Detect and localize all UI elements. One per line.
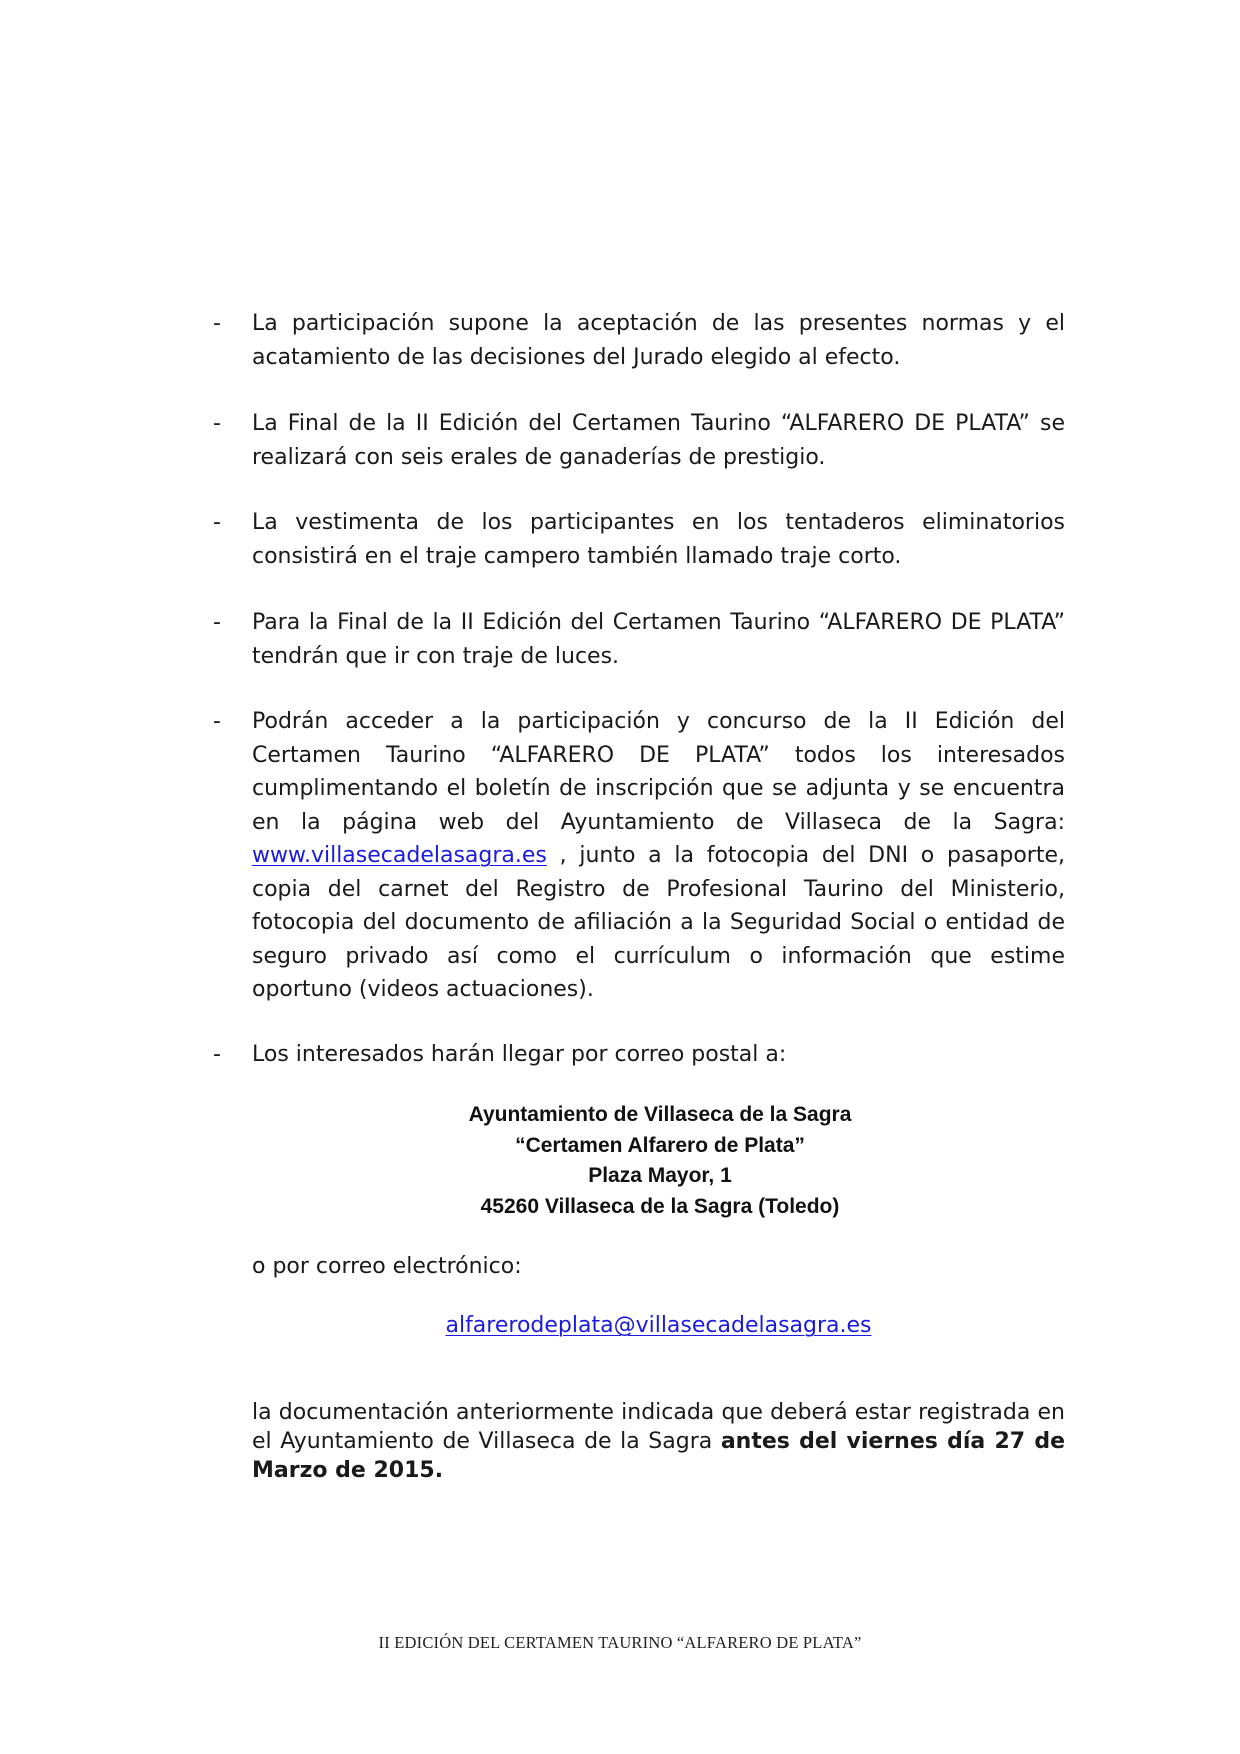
rule-text: Los interesados harán llegar por correo postal a: — [252, 1042, 787, 1067]
rule-postal-mail — [213, 1038, 1065, 1072]
rule-final-erales — [213, 407, 1065, 474]
closing-text: la documentación anteriormente indicada que deberá estar registrada en el Ayuntamiento de Villaseca de la Sagra — [252, 1400, 1065, 1454]
email-line — [252, 1309, 1065, 1343]
address-line: Ayuntamiento de Villaseca de la Sagra — [468, 1103, 852, 1126]
rule-participation-acceptance — [213, 307, 1065, 374]
postal-address — [300, 1100, 1020, 1222]
deadline-text: antes del viernes día 27 de Marzo de 2015. — [252, 1429, 1065, 1483]
bullet-dash: - — [213, 311, 221, 336]
rule-text: Para la Final de la II Edición del Certamen Taurino “ALFARERO DE PLATA” tendrán que ir con traje de luces. — [252, 610, 1065, 669]
address-line: “Certamen Alfarero de Plata” — [515, 1133, 805, 1157]
rule-registration — [213, 705, 1065, 1007]
bullet-dash: - — [213, 610, 221, 635]
rule-attire-tentaderos — [213, 506, 1065, 573]
address-line: 45260 Villaseca de la Sagra (Toledo) — [480, 1194, 840, 1218]
rule-text — [252, 705, 1065, 1007]
registration-text-after: , junto a la fotocopia del DNI o pasaporte, copia del carnet del Registro de Profesional Taurino del Ministerio, fotocopia del documento de afiliación a la Seguridad Social o entidad de seguro privado así como el currículum o información que estime oportuno (videos actuaciones). — [252, 843, 1065, 1002]
rule-text: La vestimenta de los participantes en los tentaderos eliminatorios consistirá en el traje campero también llamado traje corto. — [252, 510, 1065, 569]
bullet-dash: - — [213, 709, 221, 734]
bullet-dash: - — [213, 411, 221, 436]
rule-text: La participación supone la aceptación de las presentes normas y el acatamiento de las decisiones del Jurado elegido al efecto. — [252, 311, 1065, 370]
bullet-dash: - — [213, 510, 221, 535]
email-intro: o por correo electrónico: — [252, 1254, 522, 1279]
closing-paragraph — [252, 1398, 1065, 1485]
rule-final-attire — [213, 606, 1065, 673]
page-footer: II EDICIÓN DEL CERTAMEN TAURINO “ALFARERO DE PLATA” — [378, 1633, 862, 1652]
website-link[interactable]: www.villasecadelasagra.es — [252, 843, 547, 868]
email-link[interactable]: alfarerodeplata@villasecadelasagra.es — [445, 1313, 872, 1338]
address-line: Plaza Mayor, 1 — [588, 1164, 732, 1187]
bullet-dash: - — [213, 1042, 221, 1067]
registration-text-before: Podrán acceder a la participación y concurso de la II Edición del Certamen Taurino “ALFARERO DE PLATA” todos los interesados cumplimentando el boletín de inscripción que se adjunta y se encuentra en la página web del Ayuntamiento de Villaseca de la Sagra: — [252, 709, 1065, 835]
rule-text: La Final de la II Edición del Certamen Taurino “ALFARERO DE PLATA” se realizará con seis erales de ganaderías de prestigio. — [252, 411, 1065, 470]
